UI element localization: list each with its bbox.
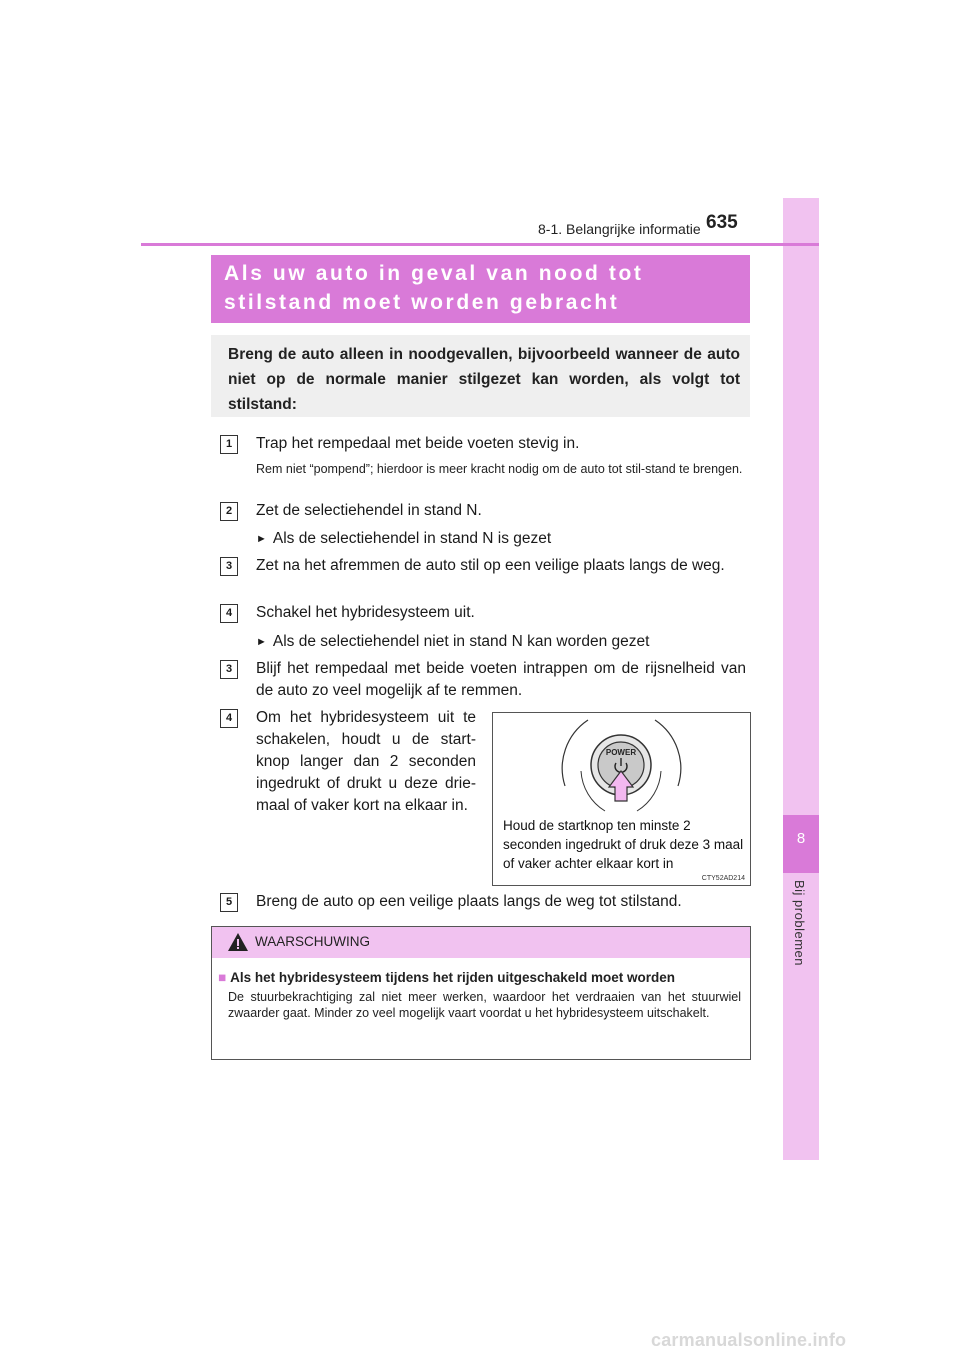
step-2-text: Zet de selectiehendel in stand N. — [256, 502, 482, 519]
step-number-5: 5 — [220, 893, 238, 912]
warning-text: De stuurbekrachtiging zal niet meer werken, waardoor het verdraaien van het stuurwiel zwaarder gaat. Minder zo veel mogelijk vaart voordat u het hybridesysteem uitschakelt. — [228, 990, 741, 1020]
step-number-3b: 3 — [220, 660, 238, 679]
warning-subtitle-row — [218, 970, 675, 985]
step-number-3: 3 — [220, 557, 238, 576]
condition-a-text: Als de selectiehendel in stand N is gezet — [272, 530, 552, 547]
square-bullet-icon: ■ — [218, 970, 227, 985]
section-reference: 8-1. Belangrijke informatie — [538, 221, 701, 237]
condition-b-text: Als de selectiehendel niet in stand N kan worden gezet — [272, 633, 650, 650]
chapter-side-tab — [783, 198, 819, 1160]
triangle-right-icon: ► — [256, 636, 267, 648]
step-3b-text: Blijf het rempedaal met beide voeten intrappen om de rijsnelheid van de auto zo veel mogelijk af te remmen. — [256, 660, 746, 699]
figure-code: CTY52AD214 — [701, 875, 745, 882]
warning-triangle-icon — [227, 932, 249, 952]
condition-item-b — [256, 631, 649, 653]
step-4b-text: Om het hybridesysteem uit te schakelen, houdt u de start-knop langer dan 2 seconden ingedrukt of drukt u deze drie-maal of vaker kort na elkaar in. — [256, 709, 476, 814]
step-1-note: Rem niet “pompend”; hierdoor is meer kracht nodig om de auto tot stil-stand te brengen. — [256, 462, 743, 476]
step-4-text: Schakel het hybridesysteem uit. — [256, 604, 475, 621]
step-number-1: 1 — [220, 435, 238, 454]
power-label: POWER — [605, 748, 637, 757]
step-3-text: Zet na het afremmen de auto stil op een veilige plaats langs de weg. — [256, 557, 725, 574]
step-number-4b: 4 — [220, 709, 238, 728]
intro-box — [211, 335, 750, 417]
warning-title: WAARSCHUWING — [255, 934, 370, 949]
section-title-bar — [211, 255, 750, 323]
power-button-illustration — [493, 713, 750, 818]
footer-watermark: carmanualsonline.info — [651, 1330, 847, 1350]
step-5-text: Breng de auto op een veilige plaats langs de weg tot stilstand. — [256, 893, 682, 910]
condition-item-a — [256, 528, 551, 550]
warning-header — [212, 927, 750, 958]
power-button-figure — [492, 712, 751, 886]
warning-box — [211, 926, 751, 1060]
chapter-label: Bij problemen — [792, 880, 807, 966]
page-number: 635 — [706, 212, 738, 233]
triangle-right-icon: ► — [256, 533, 267, 545]
figure-caption: Houd de startknop ten minste 2 seconden ingedrukt of druk deze 3 maal of vaker achter elkaar kort in — [503, 818, 744, 871]
intro-text: Breng de auto alleen in noodgevallen, bijvoorbeeld wanneer de auto niet op de normale manier stilgezet kan worden, als volgt tot stilstand: — [228, 346, 740, 413]
step-1-text: Trap het rempedaal met beide voeten stevig in. — [256, 435, 580, 452]
step-number-4: 4 — [220, 604, 238, 623]
warning-subtitle: Als het hybridesysteem tijdens het rijden uitgeschakeld moet worden — [230, 970, 676, 985]
section-title: Als uw auto in geval van nood tot stilstand moet worden gebracht — [224, 262, 644, 314]
header-divider — [141, 243, 819, 246]
chapter-number: 8 — [796, 830, 806, 847]
step-number-2: 2 — [220, 502, 238, 521]
